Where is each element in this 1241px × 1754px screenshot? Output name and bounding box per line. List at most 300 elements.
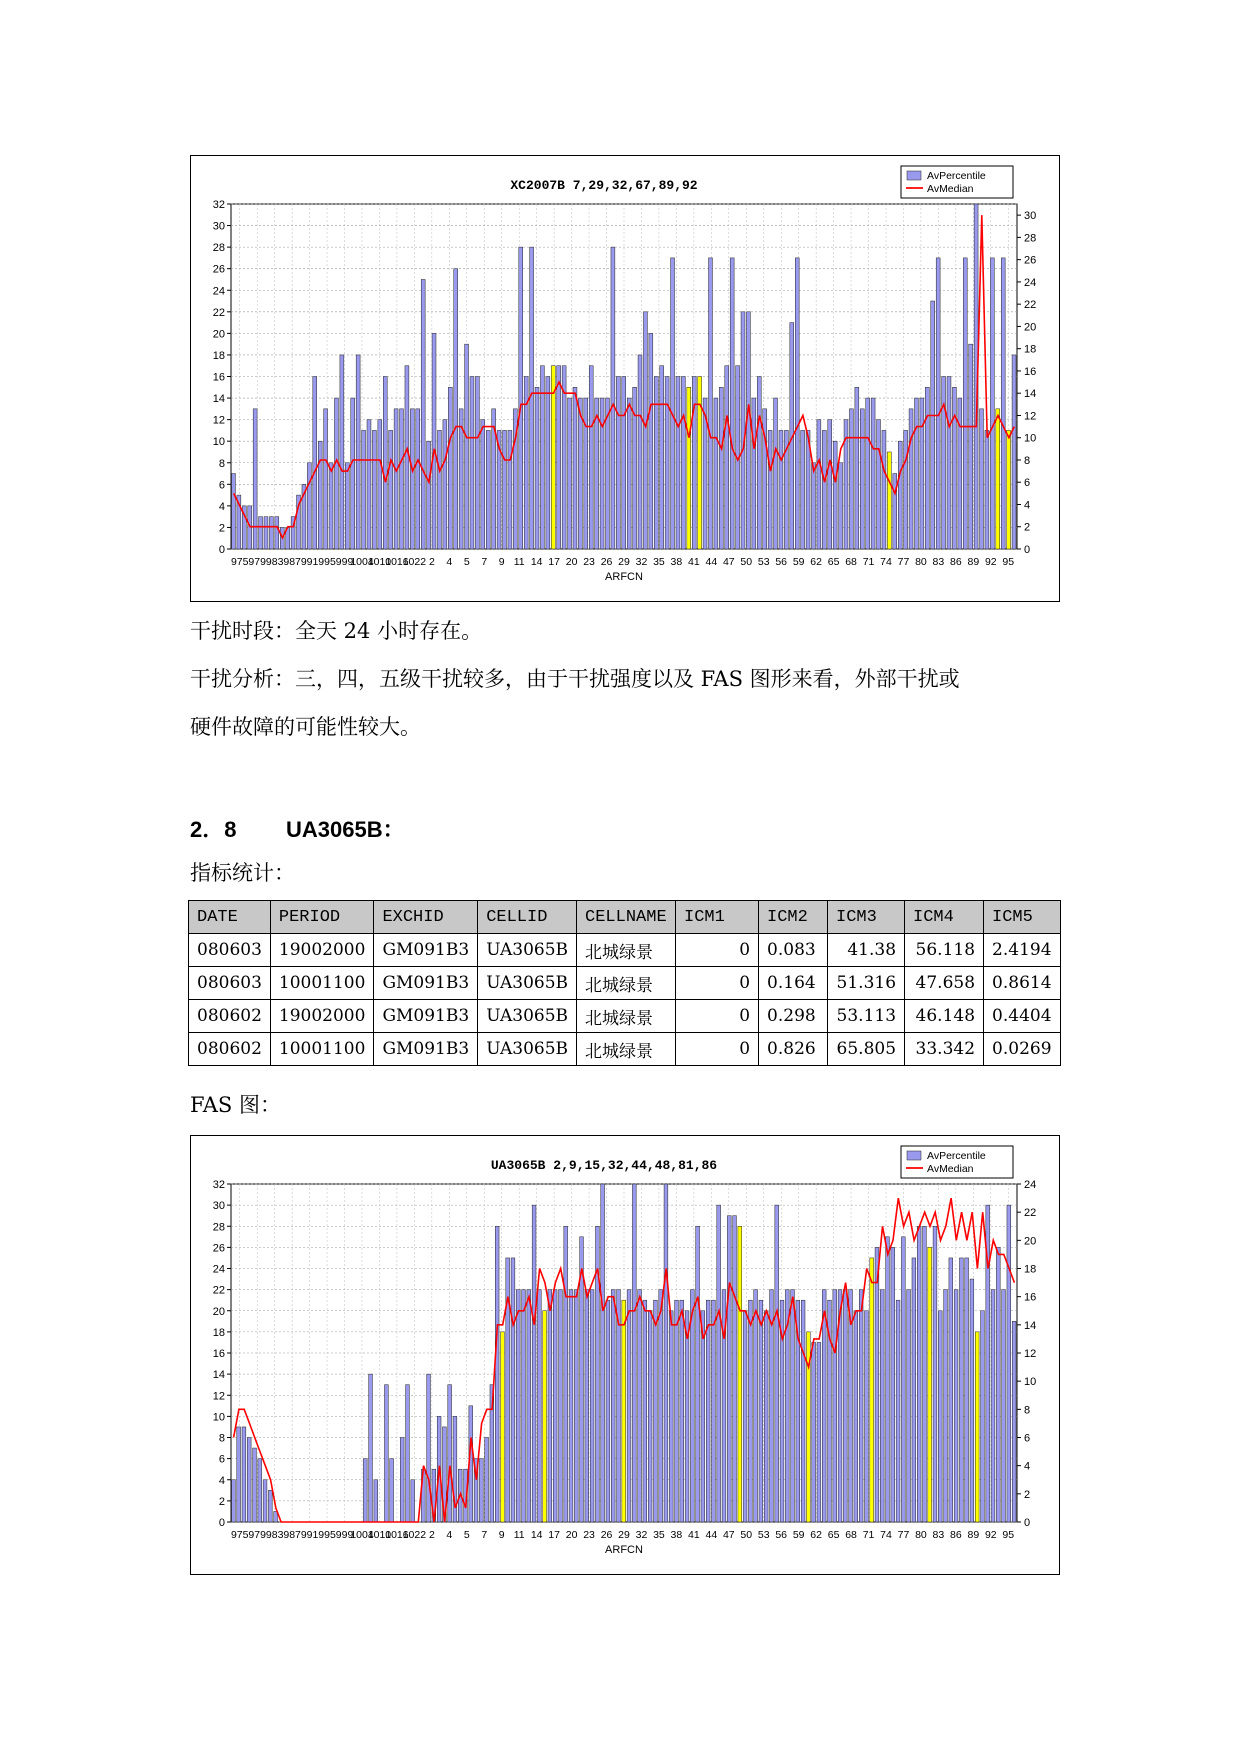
bar (501, 1332, 505, 1522)
left-tick-label: 22 (212, 306, 225, 319)
bar (685, 1311, 689, 1522)
cell-icm4: 56.118 (905, 934, 984, 967)
cell-icm2: 0.164 (759, 967, 828, 1000)
right-tick-label: 22 (1024, 1207, 1037, 1220)
bar (585, 1290, 589, 1522)
x-tick-label: 71 (862, 556, 875, 568)
right-tick-label: 10 (1024, 432, 1037, 445)
x-tick-label: 77 (897, 1529, 910, 1541)
right-tick-label: 8 (1024, 1404, 1031, 1417)
bar (369, 1374, 373, 1522)
bar (743, 1311, 747, 1522)
left-tick-label: 2 (218, 1495, 225, 1508)
bar (690, 1290, 694, 1522)
x-tick-label: 20 (565, 1529, 578, 1541)
right-tick-label: 14 (1024, 388, 1037, 401)
bar (965, 1258, 969, 1522)
bar (421, 279, 425, 549)
x-tick-label: 56 (775, 556, 788, 568)
cell-cellname: 北城绿景 (577, 1000, 676, 1033)
bar (367, 420, 371, 549)
right-tick-label: 18 (1024, 343, 1037, 356)
left-tick-label: 24 (212, 1263, 225, 1276)
bar (1007, 430, 1011, 549)
cell-icm2: 0.083 (759, 934, 828, 967)
left-tick-label: 30 (212, 1200, 225, 1213)
right-tick-label: 24 (1024, 1179, 1037, 1191)
bar (1007, 1205, 1011, 1522)
bar (437, 430, 441, 549)
bar (406, 1385, 410, 1522)
bar (643, 1300, 647, 1522)
bar (795, 258, 799, 549)
right-tick-label: 16 (1024, 365, 1037, 378)
cell-cellname: 北城绿景 (577, 934, 676, 967)
bar (812, 463, 816, 549)
bar (817, 1342, 821, 1522)
bar (923, 1226, 927, 1522)
x-tick-label: 44 (705, 1529, 718, 1541)
cell-exchid: GM091B3 (374, 934, 478, 967)
right-tick-label: 0 (1024, 544, 1031, 556)
x-tick-label: 47 (722, 1529, 735, 1541)
x-tick-label: 1010 (367, 1529, 392, 1541)
left-tick-label: 30 (212, 220, 225, 233)
section-number: 2．8 (190, 817, 237, 842)
cell-date: 080603 (189, 967, 271, 1000)
bar (891, 1247, 895, 1522)
bar (390, 1459, 394, 1522)
bar (334, 398, 338, 549)
bar (764, 1311, 768, 1522)
x-tick-label: 92 (984, 1529, 997, 1541)
bar (237, 1427, 241, 1522)
bar (416, 409, 420, 549)
x-tick-label: 11 (513, 1529, 525, 1541)
right-tick-label: 12 (1024, 1348, 1037, 1360)
left-tick-label: 22 (212, 1284, 225, 1297)
bar (886, 1237, 890, 1522)
x-tick-label: 38 (670, 556, 683, 568)
bar (741, 312, 745, 549)
bar (959, 1258, 963, 1522)
bar (812, 1342, 816, 1522)
cell-date: 080602 (189, 1033, 271, 1066)
x-tick-label: 83 (932, 556, 945, 568)
bar (963, 258, 967, 549)
x-tick-label: 86 (950, 556, 962, 568)
x-tick-label: 89 (967, 556, 980, 568)
bar (411, 1480, 415, 1522)
bar (752, 398, 756, 549)
bar (384, 1385, 388, 1522)
left-tick-label: 32 (212, 1179, 225, 1191)
right-tick-label: 2 (1024, 1488, 1031, 1501)
x-tick-label: 995 (318, 556, 336, 568)
left-tick-label: 2 (218, 522, 225, 535)
x-tick-label: 987 (283, 556, 301, 568)
left-tick-label: 0 (218, 1517, 225, 1529)
bar (779, 430, 783, 549)
bar (907, 1290, 911, 1522)
bar (329, 463, 333, 549)
bar (920, 398, 924, 549)
bar (448, 1385, 452, 1522)
x-tick-label: 14 (530, 1529, 543, 1541)
x-tick-label: 35 (653, 556, 665, 568)
x-tick-label: 11 (513, 556, 525, 568)
bar (801, 1300, 805, 1522)
x-tick-label: 20 (565, 556, 578, 568)
bar (578, 398, 582, 549)
bar (738, 1226, 742, 1522)
cell-icm5: 0.8614 (984, 967, 1061, 1000)
x-tick-label: 83 (932, 1529, 945, 1541)
bar (681, 377, 685, 550)
x-tick-label: 17 (548, 556, 560, 568)
bar (833, 441, 837, 549)
x-tick-label: 32 (635, 1529, 648, 1541)
bar (727, 1216, 731, 1522)
bar (508, 430, 512, 549)
bar (854, 1311, 858, 1522)
x-tick-label: 53 (757, 556, 770, 568)
bar (774, 398, 778, 549)
x-tick-label: 74 (880, 1529, 892, 1541)
bar (871, 398, 875, 549)
x-tick-label: 56 (775, 1529, 788, 1541)
x-tick-label: 26 (600, 1529, 613, 1541)
fas-chart-xc2007b (190, 155, 1060, 602)
cell-icm3: 53.113 (828, 1000, 905, 1033)
bar (949, 1258, 953, 1522)
bar (904, 430, 908, 549)
left-tick-label: 20 (212, 1305, 225, 1318)
x-tick-label: 991 (300, 1529, 319, 1541)
bar (405, 366, 409, 549)
left-tick-label: 6 (218, 1453, 225, 1466)
right-tick-label: 28 (1024, 232, 1037, 245)
right-tick-label: 2 (1024, 521, 1031, 534)
cell-exchid: GM091B3 (374, 1033, 478, 1066)
x-tick-label: 1022 (402, 556, 427, 568)
bar (833, 1290, 837, 1522)
right-tick-label: 26 (1024, 254, 1037, 267)
left-tick-label: 4 (218, 1474, 225, 1487)
bar (714, 398, 718, 549)
x-tick-label: 983 (265, 1529, 284, 1541)
x-axis-label: ARFCN (605, 1544, 643, 1556)
cell-icm3: 41.38 (828, 934, 905, 967)
x-tick-label: 5 (463, 556, 470, 568)
x-tick-label: 65 (827, 556, 840, 568)
legend-bar-swatch (907, 171, 921, 180)
bar (253, 1448, 257, 1522)
x-tick-label: 62 (810, 1529, 822, 1541)
bar (709, 258, 713, 549)
x-tick-label: 89 (967, 1529, 980, 1541)
cell-icm1: 0 (676, 1033, 759, 1066)
x-tick-label: 975 (230, 556, 249, 568)
right-tick-label: 22 (1024, 299, 1037, 312)
bar (947, 377, 951, 550)
section-title: UA3065B： (286, 817, 405, 842)
fas-chart-xc2007b-svg (191, 156, 1059, 601)
cell-exchid: GM091B3 (374, 1000, 478, 1033)
bar (432, 333, 436, 549)
bar (775, 1205, 779, 1522)
cell-icm2: 0.298 (759, 1000, 828, 1033)
fas-label: FAS 图： (190, 1093, 281, 1117)
bar (573, 387, 577, 549)
cell-icm4: 33.342 (905, 1033, 984, 1066)
bar (465, 344, 469, 549)
bar (754, 1290, 758, 1522)
cell-date: 080603 (189, 934, 271, 967)
bar (1012, 1321, 1016, 1522)
bar (882, 430, 886, 549)
x-tick-label: 62 (810, 556, 822, 568)
legend-bar-swatch (907, 1151, 921, 1160)
bar (944, 1290, 948, 1522)
bar (701, 1311, 705, 1522)
left-tick-label: 18 (212, 1326, 225, 1339)
bar (584, 398, 588, 549)
bar (611, 1290, 615, 1522)
left-tick-label: 24 (212, 285, 225, 298)
bar (719, 387, 723, 549)
fas-chart-ua3065b-svg (191, 1136, 1059, 1574)
left-tick-label: 28 (212, 1221, 225, 1234)
bar (985, 430, 989, 549)
bar (590, 1290, 594, 1522)
left-tick-label: 18 (212, 349, 225, 362)
x-tick-label: 80 (915, 556, 927, 568)
cell-cellid: UA3065B (478, 934, 577, 967)
bar (975, 1332, 979, 1522)
x-tick-label: 2 (428, 1529, 435, 1541)
right-tick-label: 16 (1024, 1291, 1037, 1304)
bar (378, 420, 382, 549)
x-tick-label: 50 (740, 556, 753, 568)
bar (307, 463, 311, 549)
bar (669, 1311, 673, 1522)
bar (557, 366, 561, 549)
bar (574, 1290, 578, 1522)
bar (680, 1300, 684, 1522)
x-tick-label: 7 (481, 1529, 488, 1541)
x-tick-label: 17 (548, 1529, 560, 1541)
x-tick-label: 2 (428, 556, 435, 568)
bar (748, 1300, 752, 1522)
legend-label-percentile: AvPercentile (927, 1150, 986, 1162)
bar (917, 1226, 921, 1522)
bar (264, 517, 268, 549)
x-tick-label: 92 (984, 556, 997, 568)
x-tick-label: 1004 (350, 556, 374, 568)
bar (427, 441, 431, 549)
bar (746, 312, 750, 549)
bar (981, 1311, 985, 1522)
right-tick-label: 6 (1024, 477, 1031, 490)
x-tick-label: 86 (950, 1529, 962, 1541)
bar (996, 1247, 1000, 1522)
bar (259, 517, 263, 549)
x-tick-label: 47 (722, 556, 735, 568)
bar (535, 387, 539, 549)
bar (546, 377, 550, 550)
legend-label-percentile: AvPercentile (927, 170, 986, 182)
bar (553, 1290, 557, 1522)
bar (638, 1290, 642, 1522)
x-tick-label: 979 (248, 556, 266, 568)
x-tick-label: 1010 (367, 556, 392, 568)
bar (866, 398, 870, 549)
bar (232, 1480, 236, 1522)
right-tick-label: 30 (1024, 210, 1037, 223)
bar (877, 420, 881, 549)
bar (486, 430, 490, 549)
col-date: DATE (189, 901, 271, 934)
bar (569, 1290, 573, 1522)
bar (936, 258, 940, 549)
left-tick-label: 32 (212, 199, 225, 211)
bar (638, 355, 642, 549)
bar (532, 1205, 536, 1522)
x-tick-label: 29 (618, 556, 630, 568)
bar (351, 398, 355, 549)
left-tick-label: 4 (218, 500, 225, 513)
bar (801, 430, 805, 549)
left-tick-label: 12 (212, 414, 225, 427)
bar (622, 1300, 626, 1522)
table-row (189, 934, 1061, 967)
col-icm4: ICM4 (905, 901, 984, 934)
bar (313, 377, 317, 550)
right-tick-label: 20 (1024, 1235, 1037, 1248)
right-tick-label: 24 (1024, 276, 1037, 289)
bar (659, 1290, 663, 1522)
bar (516, 1290, 520, 1522)
x-tick-label: 23 (583, 1529, 595, 1541)
cell-icm3: 51.316 (828, 967, 905, 1000)
col-icm3: ICM3 (828, 901, 905, 934)
x-tick-label: 979 (248, 1529, 266, 1541)
bar (980, 409, 984, 549)
bar (757, 377, 761, 550)
bar (676, 377, 680, 550)
bar (768, 430, 772, 549)
bar (606, 398, 610, 549)
bar (400, 409, 404, 549)
left-tick-label: 8 (218, 1432, 225, 1445)
cell-icm4: 46.148 (905, 1000, 984, 1033)
bar (828, 420, 832, 549)
x-tick-label: 991 (300, 556, 319, 568)
bar (454, 269, 458, 549)
bar (258, 1459, 262, 1522)
bar (925, 387, 929, 549)
bar (717, 1205, 721, 1522)
right-tick-label: 6 (1024, 1432, 1031, 1445)
bar (232, 474, 236, 549)
bar (725, 366, 729, 549)
stats-label: 指标统计： (190, 861, 295, 885)
x-tick-label: 80 (915, 1529, 927, 1541)
bar (654, 1300, 658, 1522)
bar (928, 1247, 932, 1522)
right-tick-label: 4 (1024, 499, 1031, 512)
bar (839, 463, 843, 549)
x-tick-label: 29 (618, 1529, 630, 1541)
cell-exchid: GM091B3 (374, 967, 478, 1000)
bar (622, 377, 626, 550)
x-tick-label: 95 (1002, 1529, 1015, 1541)
cell-icm3: 65.805 (828, 1033, 905, 1066)
table-row (189, 1033, 1061, 1066)
bar (706, 1300, 710, 1522)
bar (870, 1258, 874, 1522)
x-tick-label: 999 (335, 556, 354, 568)
cell-icm5: 0.0269 (984, 1033, 1061, 1066)
bar (1012, 355, 1016, 549)
bar (595, 398, 599, 549)
x-tick-label: 975 (230, 1529, 249, 1541)
left-tick-label: 28 (212, 242, 225, 255)
cell-period: 10001100 (270, 967, 374, 1000)
bar (485, 1438, 489, 1523)
left-tick-label: 26 (212, 1242, 225, 1255)
col-cellname: CELLNAME (577, 901, 676, 934)
bar (692, 377, 696, 550)
bar (601, 1184, 605, 1522)
bar (958, 398, 962, 549)
bar (665, 377, 669, 550)
bar (675, 1300, 679, 1522)
cell-period: 19002000 (270, 1000, 374, 1033)
bar (479, 1459, 483, 1522)
bar (954, 1290, 958, 1522)
bar (589, 366, 593, 549)
bar (843, 1290, 847, 1522)
bar (383, 377, 387, 550)
cell-icm1: 0 (676, 934, 759, 967)
bar (543, 1311, 547, 1522)
right-tick-label: 14 (1024, 1319, 1037, 1332)
bar (269, 517, 273, 549)
table-row (189, 1000, 1061, 1033)
bar (791, 1290, 795, 1522)
bar (990, 258, 994, 549)
bar (632, 1184, 636, 1522)
bar (362, 430, 366, 549)
x-tick-label: 95 (1002, 556, 1015, 568)
x-tick-label: 68 (845, 556, 857, 568)
left-tick-label: 8 (218, 457, 225, 470)
col-icm1: ICM1 (676, 901, 759, 934)
bar (511, 1258, 515, 1522)
left-tick-label: 16 (212, 371, 225, 384)
fas-chart-ua3065b (190, 1135, 1060, 1575)
bar (564, 1226, 568, 1522)
bar (660, 366, 664, 549)
x-tick-label: 1016 (385, 556, 409, 568)
bar (318, 441, 322, 549)
x-tick-label: 74 (880, 556, 892, 568)
x-tick-label: 50 (740, 1529, 753, 1541)
bar (389, 430, 393, 549)
cell-cellid: UA3065B (478, 1033, 577, 1066)
